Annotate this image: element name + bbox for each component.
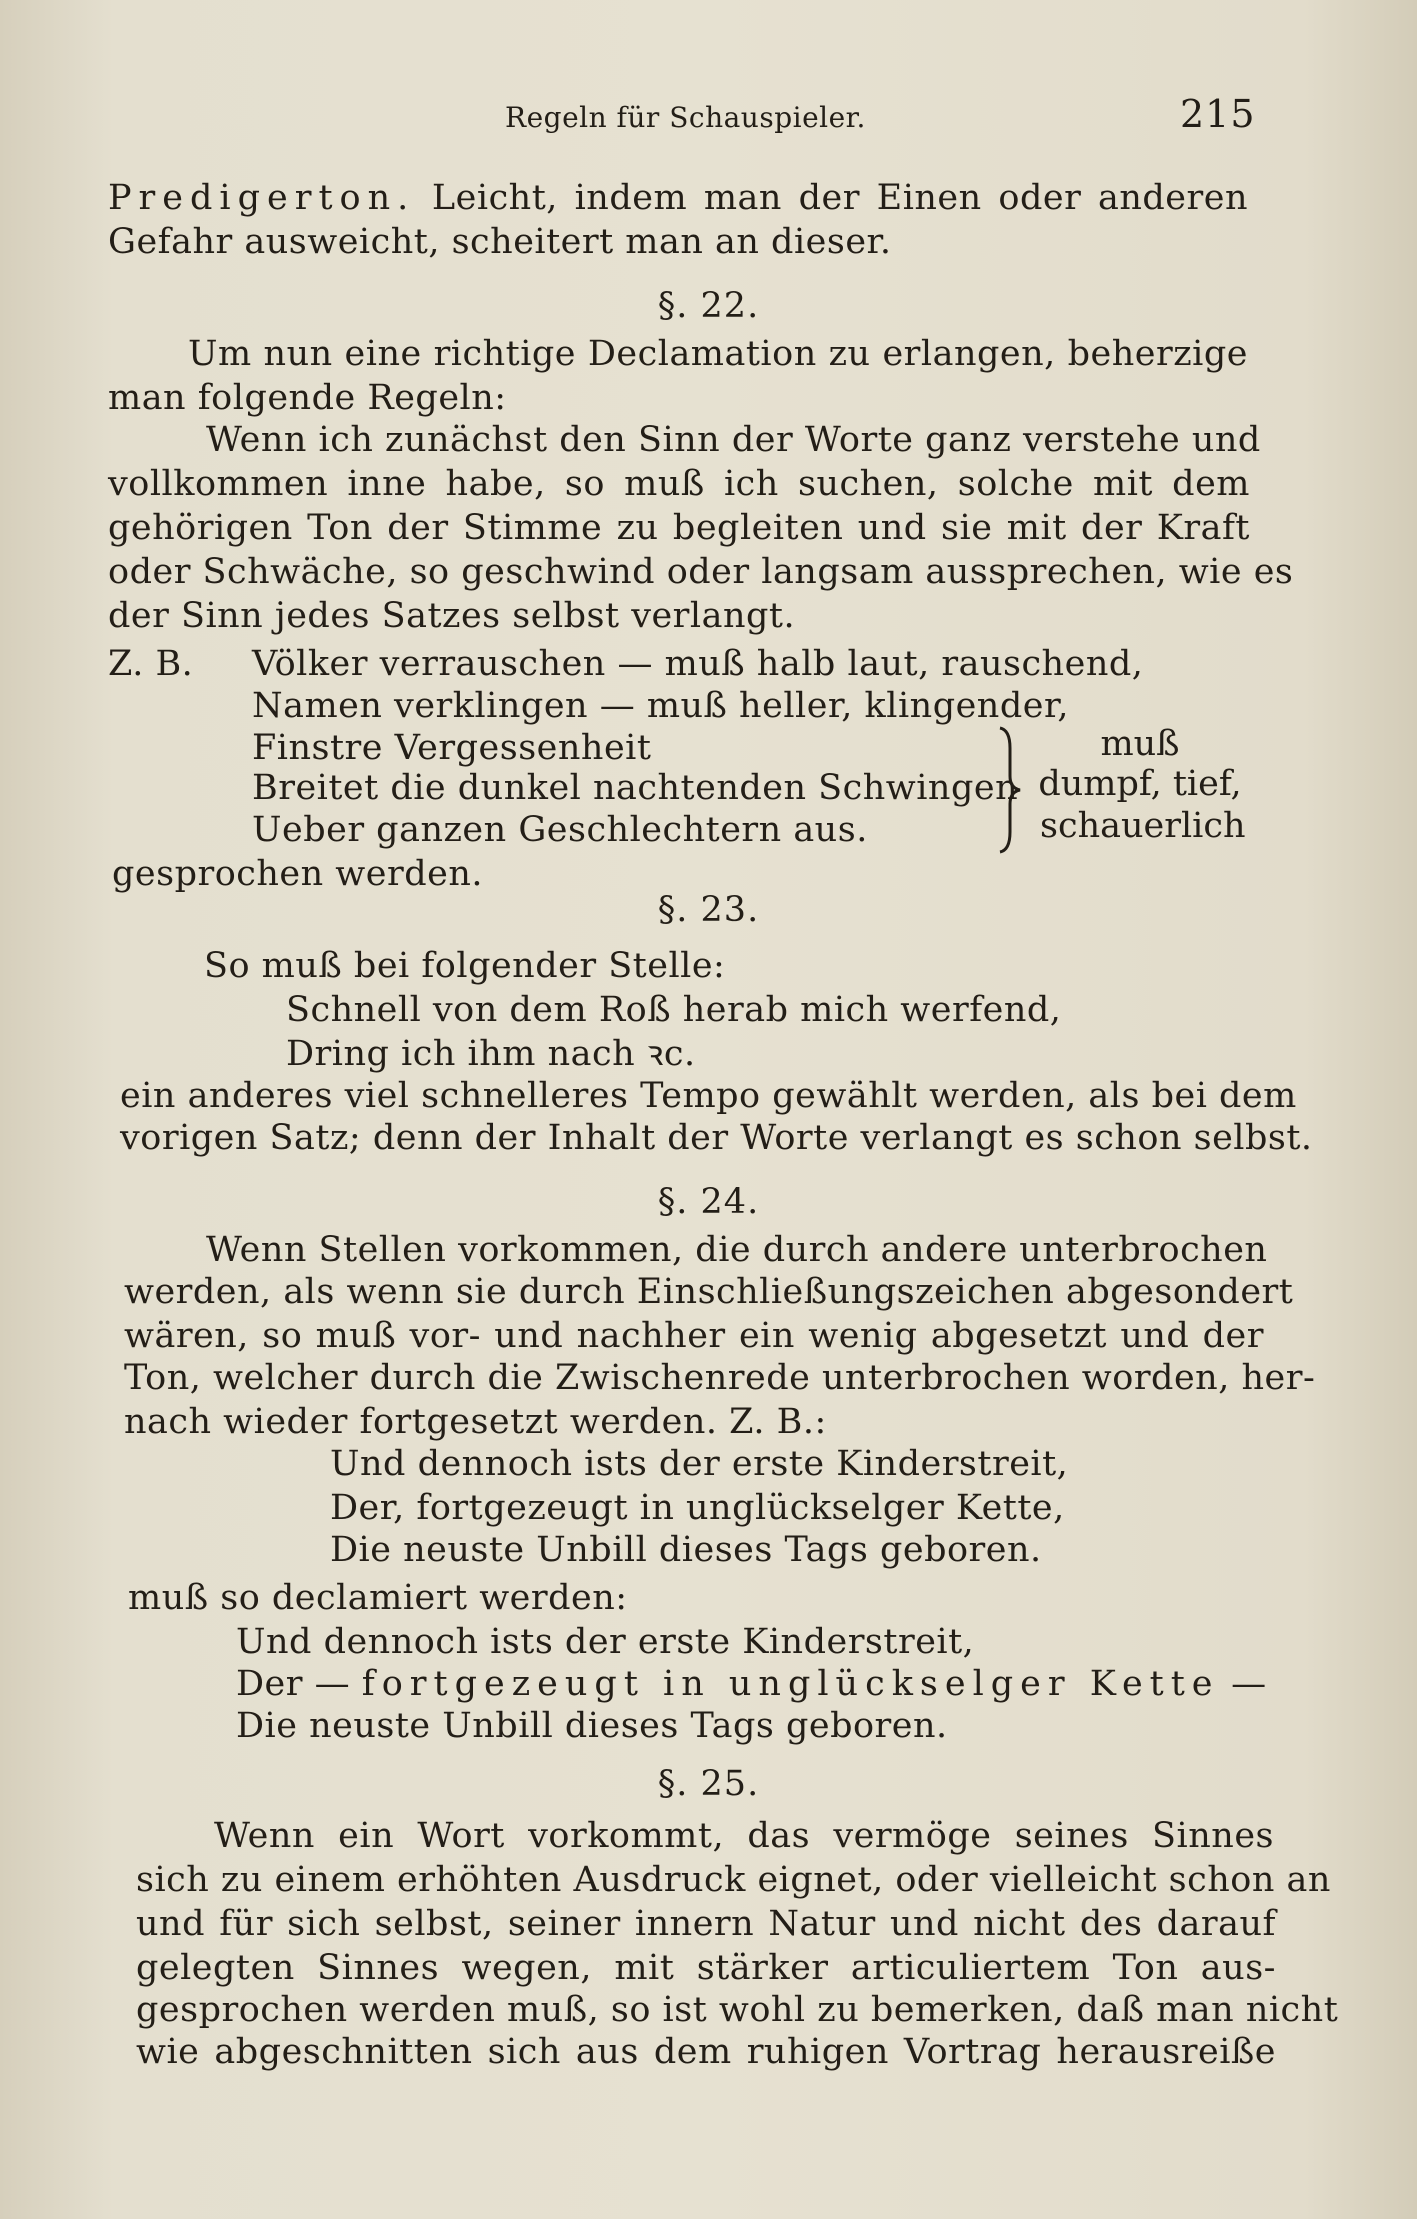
text-line: und für sich selbst, seiner innern Natur und nicht des darauf — [136, 1904, 1276, 1944]
text-line: ein anderes viel schnelleres Tempo gewählt werden, als bei dem — [120, 1076, 1297, 1116]
text-line: muß so declamiert werden: — [128, 1578, 628, 1618]
text-line: der Sinn jedes Satzes selbst verlangt. — [108, 596, 796, 636]
section-heading-22: §. 22. — [657, 286, 760, 326]
quote-line: Die neuste Unbill dieses Tags geboren. — [330, 1530, 1042, 1570]
text-line: werden, als wenn sie durch Einschließungszeichen abgesondert — [124, 1272, 1294, 1312]
text-line: sich zu einem erhöhten Ausdruck eignet, oder vielleicht schon an — [136, 1860, 1331, 1900]
text-line: gesprochen werden muß, so ist wohl zu bemerken, daß man nicht — [136, 1990, 1339, 2030]
text-line: So muß bei folgender Stelle: — [204, 946, 726, 986]
curly-brace — [996, 726, 1024, 854]
text-line: Ton, welcher durch die Zwischenrede unterbrochen worden, her- — [124, 1358, 1316, 1398]
verse-line: Finstre Vergessenheit — [252, 728, 652, 768]
text-line: man folgende Regeln: — [108, 378, 507, 418]
quote-line: Schnell von dem Roß herab mich werfend, — [286, 990, 1062, 1030]
verse-line: Breitet die dunkel nachtenden Schwingen — [252, 768, 1019, 808]
text-line — [108, 176, 1248, 220]
verse-line: Völker verrauschen — muß halb laut, rauschend, — [252, 644, 1144, 684]
text-line: gesprochen werden. — [112, 854, 483, 894]
text-line: Wenn ein Wort vorkommt, das vermöge seines Sinnes — [214, 1816, 1274, 1856]
quote-line: Und dennoch ists der erste Kinderstreit, — [236, 1622, 975, 1662]
running-title: Regeln für Schauspieler. — [505, 101, 866, 134]
spaced-phrase: fortgezeugt in unglückselger Kette — [361, 1664, 1220, 1704]
section-heading-24: §. 24. — [657, 1182, 760, 1222]
text-span: Leicht, indem man der Einen oder anderen — [415, 178, 1248, 218]
text-span: Der — — [236, 1664, 351, 1704]
section-heading-23: §. 23. — [657, 890, 760, 930]
annotation-line: muß — [1100, 724, 1180, 764]
text-line: Wenn ich zunächst den Sinn der Worte ganz verstehe und — [206, 420, 1261, 460]
section-heading-25: §. 25. — [657, 1764, 760, 1804]
text-line: Um nun eine richtige Declamation zu erlangen, beherzige — [188, 334, 1248, 374]
quote-line: Dring ich ihm nach ꝛc. — [286, 1034, 696, 1074]
page-number: 215 — [1180, 92, 1256, 136]
quote-line: Und dennoch ists der erste Kinderstreit, — [330, 1444, 1069, 1484]
text-line: Gefahr ausweicht, scheitert man an dieser. — [108, 222, 892, 262]
spaced-term: Predigerton. — [108, 178, 416, 218]
verse-line: Ueber ganzen Geschlechtern aus. — [252, 810, 868, 850]
text-line: gehörigen Ton der Stimme zu begleiten und sie mit der Kraft — [108, 508, 1250, 548]
text-line: wären, so muß vor- und nachher ein wenig abgesetzt und der — [124, 1316, 1264, 1356]
text-line: wie abgeschnitten sich aus dem ruhigen Vortrag herausreiße — [136, 2032, 1276, 2072]
text-line: Wenn Stellen vorkommen, die durch andere unterbrochen — [206, 1230, 1268, 1270]
verse-line: Namen verklingen — muß heller, klingender, — [252, 686, 1069, 726]
text-line: vorigen Satz; denn der Inhalt der Worte verlangt es schon selbst. — [120, 1118, 1313, 1158]
text-line: nach wieder fortgesetzt werden. Z. B.: — [124, 1402, 827, 1442]
quote-line: Die neuste Unbill dieses Tags geboren. — [236, 1706, 948, 1746]
annotation-line: schauerlich — [1040, 806, 1246, 846]
example-label: Z. B. — [108, 644, 194, 684]
annotation-line: dumpf, tief, — [1038, 764, 1242, 804]
text-span: — — [1219, 1664, 1267, 1704]
text-line: gelegten Sinnes wegen, mit stärker articuliertem Ton aus- — [136, 1948, 1276, 1988]
text-line: vollkommen inne habe, so muß ich suchen, solche mit dem — [108, 464, 1250, 504]
quote-line — [236, 1662, 1267, 1706]
quote-line: Der, fortgezeugt in unglückselger Kette, — [330, 1488, 1065, 1528]
text-line: oder Schwäche, so geschwind oder langsam aussprechen, wie es — [108, 552, 1294, 592]
